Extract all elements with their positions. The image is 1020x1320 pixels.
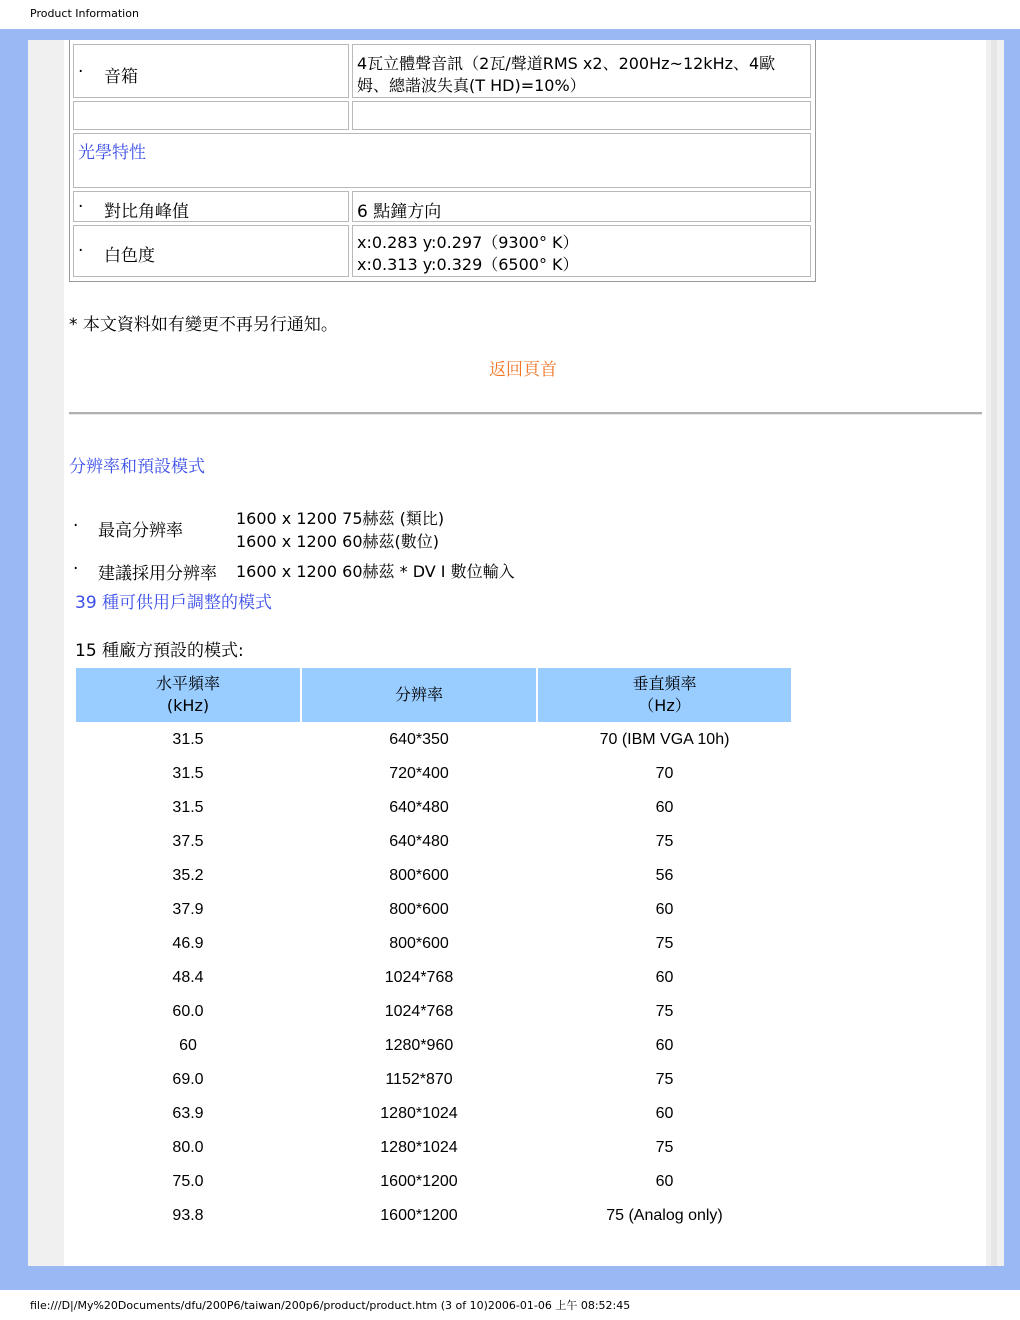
empty-cell-left	[73, 101, 349, 130]
horizontal-frequency-cell: 75.0	[172, 1173, 204, 1190]
table-row	[76, 757, 791, 791]
vertical-frequency-cell: 60	[655, 1037, 674, 1054]
left-gutter	[28, 40, 64, 1266]
recommended-resolution-value: 1600 x 1200 60赫茲 * DV I 數位輸入	[236, 562, 515, 581]
contrast-value-cell	[352, 191, 811, 222]
resolution-cell: 640*350	[389, 731, 449, 748]
speaker-label: 音箱	[104, 67, 138, 87]
horizontal-frequency-cell: 37.5	[172, 833, 204, 850]
vertical-frequency-cell: 75	[655, 935, 674, 952]
speaker-value-line1: 4瓦立體聲音訊（2瓦/聲道RMS x2、200Hz~12kHz、4歐	[357, 54, 776, 73]
white-label-cell	[73, 225, 349, 277]
header-text: 垂直頻率	[632, 674, 697, 693]
table-row	[76, 927, 791, 961]
resolution-cell: 1600*1200	[380, 1173, 458, 1190]
speaker-value-cell	[352, 44, 811, 98]
vertical-frequency-cell: 70 (IBM VGA 10h)	[599, 731, 730, 748]
spec-table	[69, 40, 816, 282]
horizontal-frequency-cell: 63.9	[172, 1105, 204, 1122]
vertical-frequency-cell: 75 (Analog only)	[606, 1207, 723, 1224]
max-resolution-value-analog: 1600 x 1200 75赫茲 (類比)	[236, 509, 445, 528]
table-row	[76, 1029, 791, 1063]
resolution-cell: 800*600	[389, 901, 449, 918]
horizontal-frequency-cell: 93.8	[172, 1207, 204, 1224]
horizontal-frequency-cell: 37.9	[172, 901, 204, 918]
header-unit: (kHz)	[166, 696, 210, 715]
horizontal-frequency-cell: 31.5	[172, 765, 204, 782]
page-footer: file:///D|/My%20Documents/dfu/200P6/taiwan/200p6/product/product.htm (3 of 10)2006-01-06 上午 08:52:45	[30, 1299, 631, 1312]
resolution-cell: 640*480	[389, 799, 449, 816]
header-horizontal-frequency	[76, 668, 300, 722]
table-row	[76, 859, 791, 893]
vertical-frequency-cell: 60	[655, 969, 674, 986]
table-row	[76, 1097, 791, 1131]
user-modes-link[interactable]: 39 種可供用戶調整的模式	[75, 593, 273, 613]
contrast-label: 對比角峰值	[104, 202, 189, 222]
bullet: ·	[78, 241, 84, 261]
bullet: ·	[73, 559, 79, 579]
recommended-resolution-label: 建議採用分辨率	[98, 564, 217, 584]
horizontal-frequency-cell: 31.5	[172, 799, 204, 816]
speaker-label-cell	[73, 44, 349, 98]
resolution-cell: 720*400	[389, 765, 449, 782]
table-row	[76, 1131, 791, 1165]
contrast-value: 6 點鐘方向	[357, 202, 442, 222]
vertical-frequency-cell: 60	[655, 901, 674, 918]
table-row	[76, 995, 791, 1029]
table-row	[76, 791, 791, 825]
vertical-frequency-cell: 60	[655, 1173, 674, 1190]
vertical-frequency-cell: 60	[655, 1105, 674, 1122]
white-value-cell	[352, 225, 811, 277]
header-resolution	[302, 668, 536, 722]
bullet: ·	[78, 62, 84, 82]
resolution-cell: 1600*1200	[380, 1207, 458, 1224]
header-text: 分辨率	[394, 685, 443, 704]
horizontal-frequency-cell: 69.0	[172, 1071, 204, 1088]
vertical-frequency-cell: 75	[655, 833, 674, 850]
divider	[69, 412, 982, 415]
max-resolution-value-digital: 1600 x 1200 60赫茲(數位)	[236, 532, 440, 551]
header-text: 水平頻率	[155, 674, 220, 693]
white-value-line2: x:0.313 y:0.329（6500° K）	[357, 255, 579, 274]
white-value-line1: x:0.283 y:0.297（9300° K）	[357, 233, 579, 252]
optical-section-title: 光學特性	[78, 143, 146, 163]
horizontal-frequency-cell: 60	[179, 1037, 197, 1054]
optical-section-cell	[73, 133, 811, 188]
bullet: ·	[73, 516, 79, 536]
resolution-cell: 800*600	[389, 867, 449, 884]
vertical-frequency-cell: 75	[655, 1139, 674, 1156]
resolution-cell: 800*600	[389, 935, 449, 952]
factory-modes-title: 15 種廠方預設的模式:	[75, 641, 244, 661]
table-row	[76, 1199, 791, 1233]
vertical-frequency-cell: 60	[655, 799, 674, 816]
horizontal-frequency-cell: 35.2	[172, 867, 204, 884]
max-resolution-label: 最高分辨率	[98, 521, 183, 541]
resolution-cell: 1024*768	[384, 969, 454, 986]
scrollbar-track[interactable]	[986, 40, 1004, 1266]
horizontal-frequency-cell: 31.5	[172, 731, 204, 748]
resolution-cell: 1280*960	[384, 1037, 454, 1054]
header-vertical-frequency	[538, 668, 791, 722]
resolution-cell: 1024*768	[384, 1003, 454, 1020]
vertical-frequency-cell: 75	[655, 1003, 674, 1020]
table-row	[76, 1063, 791, 1097]
resolution-section-title: 分辨率和預設模式	[69, 457, 205, 477]
horizontal-frequency-cell: 60.0	[172, 1003, 204, 1020]
resolution-cell: 1280*1024	[380, 1139, 458, 1156]
vertical-frequency-cell: 70	[655, 765, 674, 782]
white-label: 白色度	[104, 246, 155, 266]
horizontal-frequency-cell: 80.0	[172, 1139, 204, 1156]
empty-cell-right	[352, 101, 811, 130]
speaker-value-line2: 姆、總諧波失真(T HD)=10%）	[357, 76, 586, 95]
horizontal-frequency-cell: 46.9	[172, 935, 204, 952]
vertical-frequency-cell: 75	[655, 1071, 674, 1088]
bullet: ·	[78, 197, 84, 217]
table-row	[76, 893, 791, 927]
horizontal-frequency-cell: 48.4	[172, 969, 204, 986]
header-unit: （Hz）	[638, 696, 691, 715]
table-row	[76, 723, 791, 757]
resolution-cell: 640*480	[389, 833, 449, 850]
resolution-cell: 1152*870	[385, 1071, 453, 1088]
contrast-label-cell	[73, 191, 349, 222]
scrollbar-thumb[interactable]	[991, 40, 997, 1266]
table-row	[76, 825, 791, 859]
table-row	[76, 961, 791, 995]
resolution-cell: 1280*1024	[380, 1105, 458, 1122]
change-notice: * 本文資料如有變更不再另行通知。	[69, 315, 338, 335]
back-to-top-link[interactable]: 返回頁首	[489, 360, 557, 380]
vertical-frequency-cell: 56	[655, 867, 674, 884]
page-header: Product Information	[30, 7, 139, 20]
table-row	[76, 1165, 791, 1199]
